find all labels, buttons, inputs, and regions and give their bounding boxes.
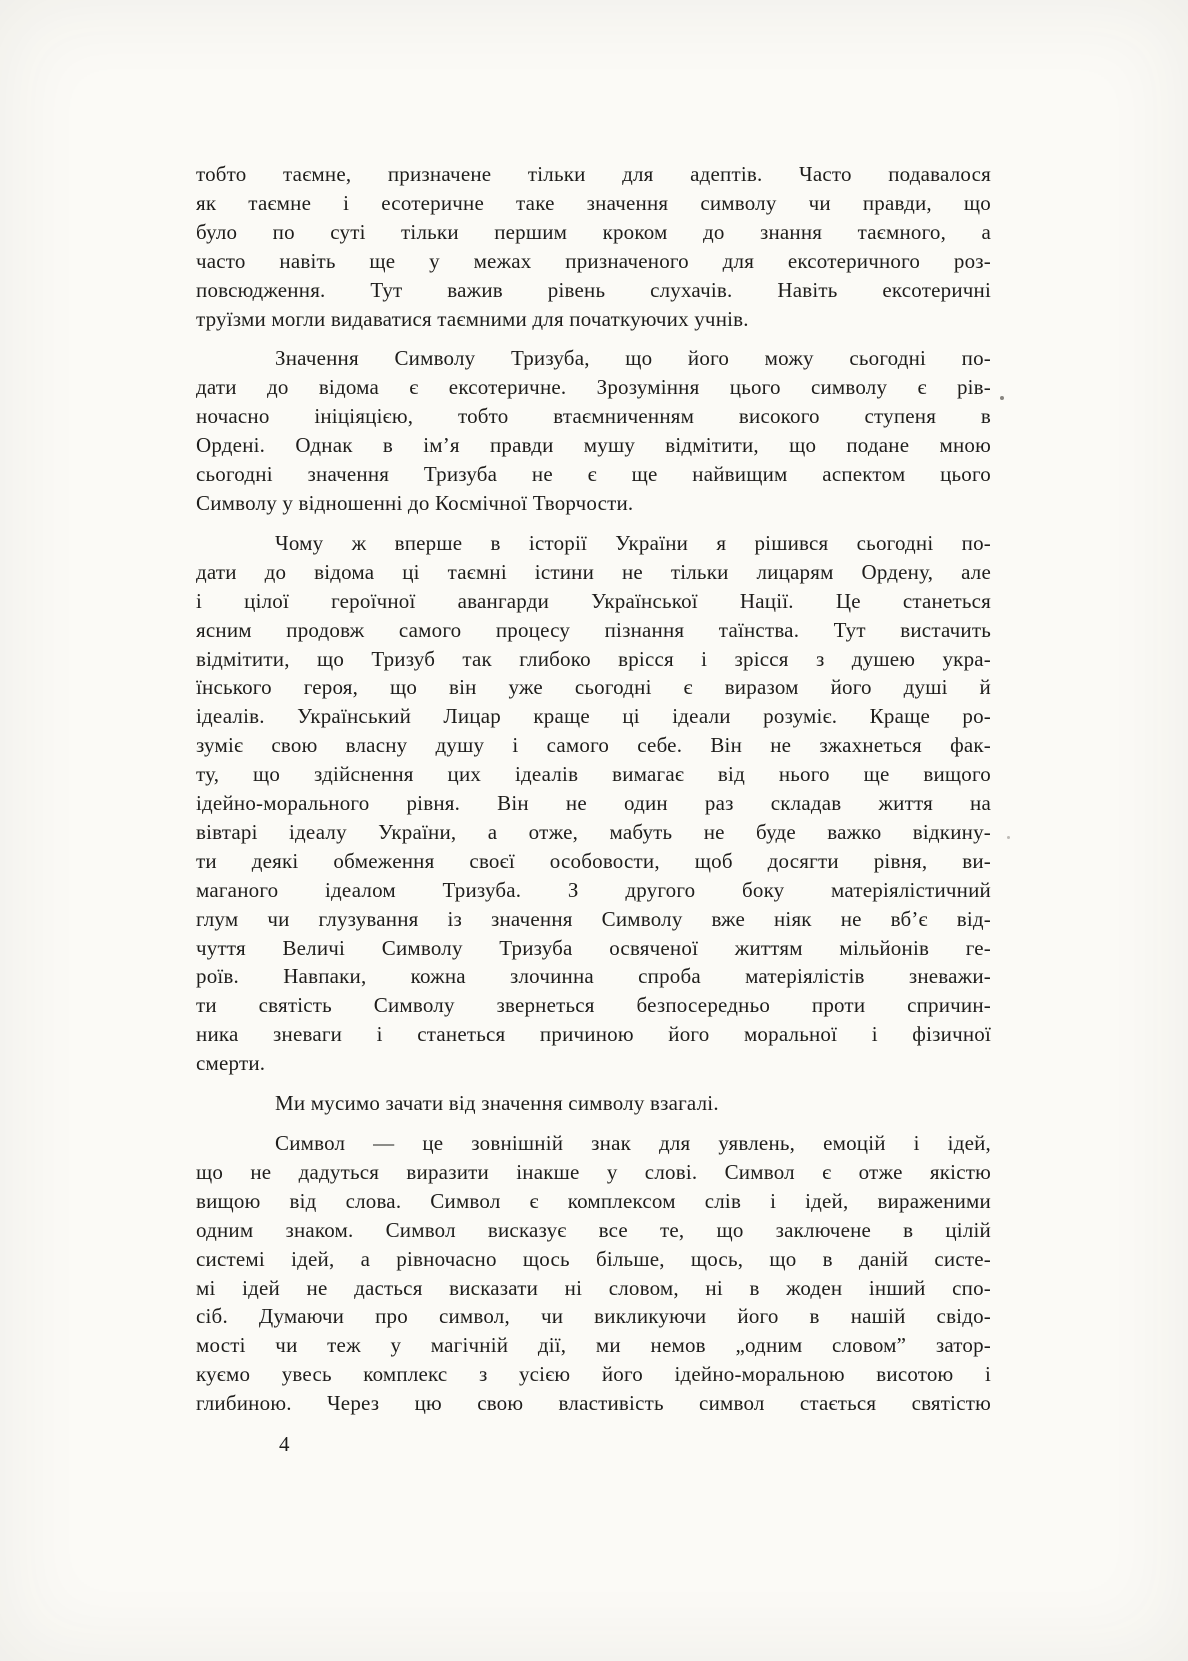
text-line: одним знаком. Символ висказує все те, що заключене в цілій — [196, 1217, 991, 1242]
paragraph — [196, 1129, 991, 1418]
text-line: зуміє свою власну душу і самого себе. Він не зжахнеться фак- — [196, 733, 991, 758]
text-line: сіб. Думаючи про символ, чи викликуючи його в нашій свідо- — [196, 1304, 991, 1329]
text-line: ти святість Символу звернеться безпосередньо проти спричин- — [196, 993, 991, 1018]
text-line: Чому ж вперше в історії України я рішився сьогодні по- — [275, 530, 991, 555]
text-line: повсюдження. Тут важив рівень слухачів. Навіть ексотеричні — [196, 277, 991, 302]
text-line: як таємне і есотеричне таке значення символу чи правди, що — [196, 190, 991, 215]
text-line: дати до відома ці таємні істини не тільки лицарям Ордену, але — [196, 559, 991, 584]
text-line: труїзми могли видаватися таємними для початкуючих учнів. — [196, 306, 749, 331]
text-line: Символ — це зовнішній знак для уявлень, емоцій і ідей, — [275, 1131, 991, 1155]
text-line: роїв. Навпаки, кожна злочинна спроба матеріялістів зневажи- — [196, 964, 991, 989]
text-line: відмітити, що Тризуб так глибоко врісся і зрісся з душею укра- — [196, 646, 991, 671]
text-line: сьогодні значення Тризуба не є ще найвищим аспектом цього — [196, 462, 991, 487]
text-line: часто навіть ще у межах призначеного для ексотеричного роз- — [196, 248, 991, 273]
paragraph — [196, 160, 991, 333]
text-line: ника зневаги і станеться причиною його моральної і фізичної — [196, 1022, 991, 1047]
text-line: ідейно-морального рівня. Він не один раз складав життя на — [196, 791, 991, 816]
text-line: маганого ідеалом Тризуба. З другого боку матеріялістичний — [196, 877, 991, 902]
text-line: Ордені. Однак в ім’я правди мушу відмітити, що подане мною — [196, 433, 991, 458]
scan-speck — [1000, 396, 1004, 400]
text-line: що не дадуться виразити інакше у слові. Символ є отже якістю — [196, 1159, 991, 1184]
text-line: було по суті тільки першим кроком до знання таємного, а — [196, 219, 991, 244]
paragraph — [196, 1089, 991, 1118]
text-line: вищою від слова. Символ є комплексом слів і ідей, вираженими — [196, 1188, 991, 1213]
text-line: їнського героя, що він уже сьогодні є виразом його душі й — [196, 675, 991, 700]
text-line: Символу у відношенні до Космічної Творчости. — [196, 490, 634, 515]
text-line: Значення Символу Тризуба, що його можу сьогодні по- — [275, 346, 991, 371]
scan-speck — [1007, 836, 1010, 839]
text-line: тобто таємне, призначене тільки для адептів. Часто подавалося — [196, 162, 991, 186]
page-number: 4 — [279, 1432, 290, 1456]
text-line: дати до відома є ексотеричне. Зрозуміння цього символу є рів- — [196, 375, 991, 400]
text-line: Ми мусимо зачати від значення символу взагалі. — [275, 1091, 719, 1116]
text-line: і цілої героїчної авангарди Української Нації. Це станеться — [196, 588, 991, 613]
text-line: ту, що здійснення цих ідеалів вимагає від нього ще вищого — [196, 762, 991, 787]
text-line: вівтарі ідеалу України, а отже, мабуть не буде важко відкину- — [196, 819, 991, 844]
paragraph — [196, 529, 991, 1078]
text-line: чуття Величі Символу Тризуба освяченої життям мільйонів ге- — [196, 935, 991, 960]
text-line: смерти. — [196, 1051, 266, 1076]
text-line: системі ідей, а рівночасно щось більше, щось, що в даній систе- — [196, 1246, 991, 1271]
text-line: мості чи теж у магічній дії, ми немов „одним словом” затор- — [196, 1333, 991, 1358]
text-line: ідеалів. Український Лицар краще ці ідеали розуміє. Краще ро- — [196, 704, 991, 729]
text-line: глум чи глузування із значення Символу вже ніяк не вб’є від- — [196, 906, 991, 931]
paragraph — [196, 344, 991, 517]
text-block — [196, 160, 991, 1429]
text-line: глибиною. Через цю свою властивість символ стається святістю — [196, 1391, 991, 1416]
text-line: ти деякі обмеження своєї особовости, щоб досягти рівня, ви- — [196, 848, 991, 873]
text-line: ясним продовж самого процесу пізнання таїнства. Тут вистачить — [196, 617, 991, 642]
text-line: мі ідей не дасться висказати ні словом, ні в жоден інший спо- — [196, 1275, 991, 1300]
text-line: куємо увесь комплекс з усією його ідейно-моральною висотою і — [196, 1362, 991, 1387]
text-line: ночасно ініціяцією, тобто втаємниченням високого ступеня в — [196, 404, 991, 429]
